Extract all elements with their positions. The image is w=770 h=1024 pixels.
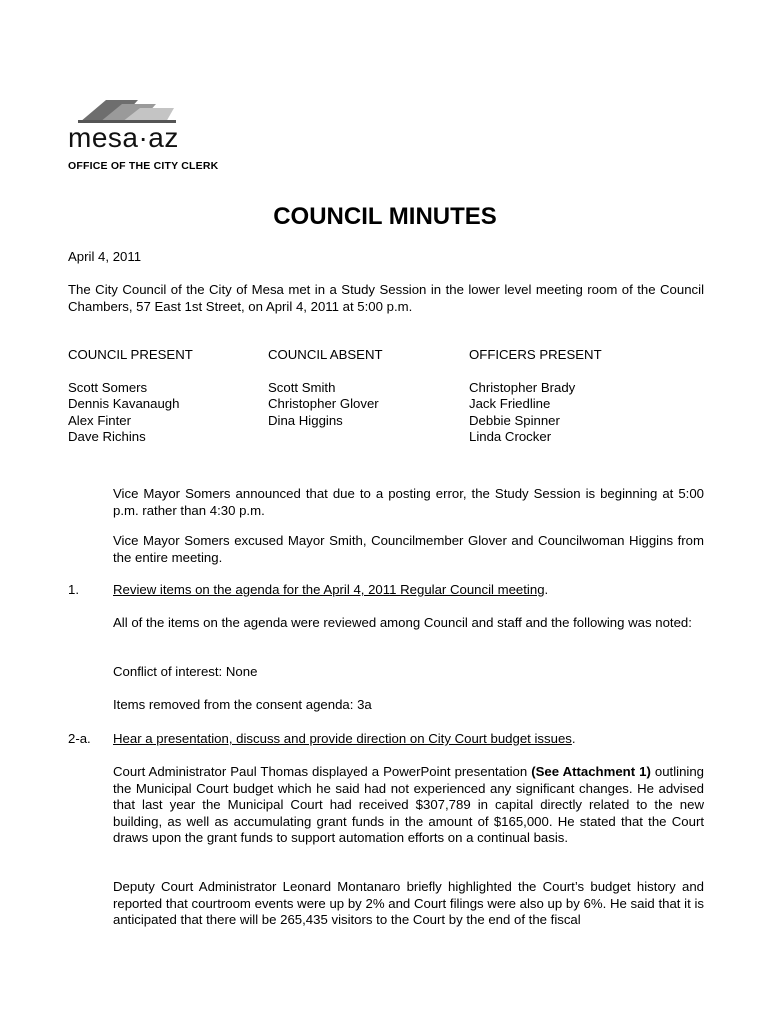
absentee-name: Dina Higgins xyxy=(268,412,343,428)
mesa-az-logo xyxy=(68,96,218,166)
absentee-name: Scott Smith xyxy=(268,379,336,395)
item-2a-number: 2-a. xyxy=(68,731,91,746)
attendee-name: Dennis Kavanaugh xyxy=(68,396,180,411)
page-title-text: COUNCIL MINUTES xyxy=(273,203,497,230)
officer-name: Jack Friedline xyxy=(469,396,551,411)
logo-mark-icon xyxy=(78,96,178,124)
budget-history-paragraph: Deputy Court Administrator Leonard Montanaro briefly highlighted the Court’s budget history and reported that courtroom events were up by 2% and Court filings were also up by 6%. He said that it is anticipated that there will be 265,435 visitors to the Court by the end of the fiscal xyxy=(113,879,704,927)
attendee-name: Alex Finter xyxy=(68,412,132,428)
posting-error-paragraph: Vice Mayor Somers announced that due to a posting error, the Study Session is beginning at 5:00 p.m. rather than 4:30 p.m. xyxy=(113,486,704,518)
item-2a-heading: Hear a presentation, discuss and provide direction on City Court budget issues. xyxy=(113,731,576,746)
item-1-paragraph: All of the items on the agenda were reviewed among Council and staff and the following was noted: xyxy=(113,615,692,630)
logo-wordmark: mesa·az xyxy=(68,122,179,153)
intro-paragraph: The City Council of the City of Mesa met in a Study Session in the lower level meeting room of the Council Chambers, 57 East 1st Street, on April 4, 2011 at 5:00 p.m. xyxy=(68,282,704,314)
officers-present-heading: OFFICERS PRESENT xyxy=(469,347,602,362)
attendee-name: Dave Richins xyxy=(68,429,146,444)
court-budget-text-a: Court Administrator Paul Thomas displayed a PowerPoint presentation xyxy=(113,764,532,779)
officer-name: Linda Crocker xyxy=(469,429,552,444)
excused-paragraph: Vice Mayor Somers excused Mayor Smith, Councilmember Glover and Councilwoman Higgins from the entire meeting. xyxy=(113,533,704,565)
meeting-date: April 4, 2011 xyxy=(68,249,142,264)
consent-removed-line: Items removed from the consent agenda: 3a xyxy=(113,697,372,712)
officers-present-column xyxy=(469,347,602,446)
page-title xyxy=(0,203,770,231)
item-2a-heading-text: Hear a presentation, discuss and provide direction on City Court budget issues xyxy=(113,731,572,746)
court-budget-paragraph xyxy=(113,764,704,847)
council-present-heading: COUNCIL PRESENT xyxy=(68,347,193,362)
item-1-number: 1. xyxy=(68,582,79,597)
officer-name: Debbie Spinner xyxy=(469,412,560,428)
officer-name: Christopher Brady xyxy=(469,379,576,395)
item-1-heading: Review items on the agenda for the April 4, 2011 Regular Council meeting. xyxy=(113,582,549,597)
court-budget-text-b: outlining the Municipal Court budget which he said had not experienced any significant changes. He advised that last year the Municipal Court had received $307,789 in capital directly related to the new building, as well as accumulating grant funds in the amount of $165,000. He stated that the Court draws upon the grant funds to support automation efforts on a continual basis. xyxy=(113,764,704,845)
item-1-heading-text: Review items on the agenda for the April 4, 2011 Regular Council meeting xyxy=(113,582,545,597)
council-absent-heading: COUNCIL ABSENT xyxy=(268,347,383,362)
conflict-of-interest-line: Conflict of interest: None xyxy=(113,664,258,679)
office-label: OFFICE OF THE CITY CLERK xyxy=(68,160,219,172)
attendee-name: Scott Somers xyxy=(68,379,148,395)
attachment-reference: (See Attachment 1) xyxy=(531,764,651,779)
council-absent-column xyxy=(268,347,383,429)
council-present-column xyxy=(68,347,193,446)
absentee-name: Christopher Glover xyxy=(268,396,379,411)
